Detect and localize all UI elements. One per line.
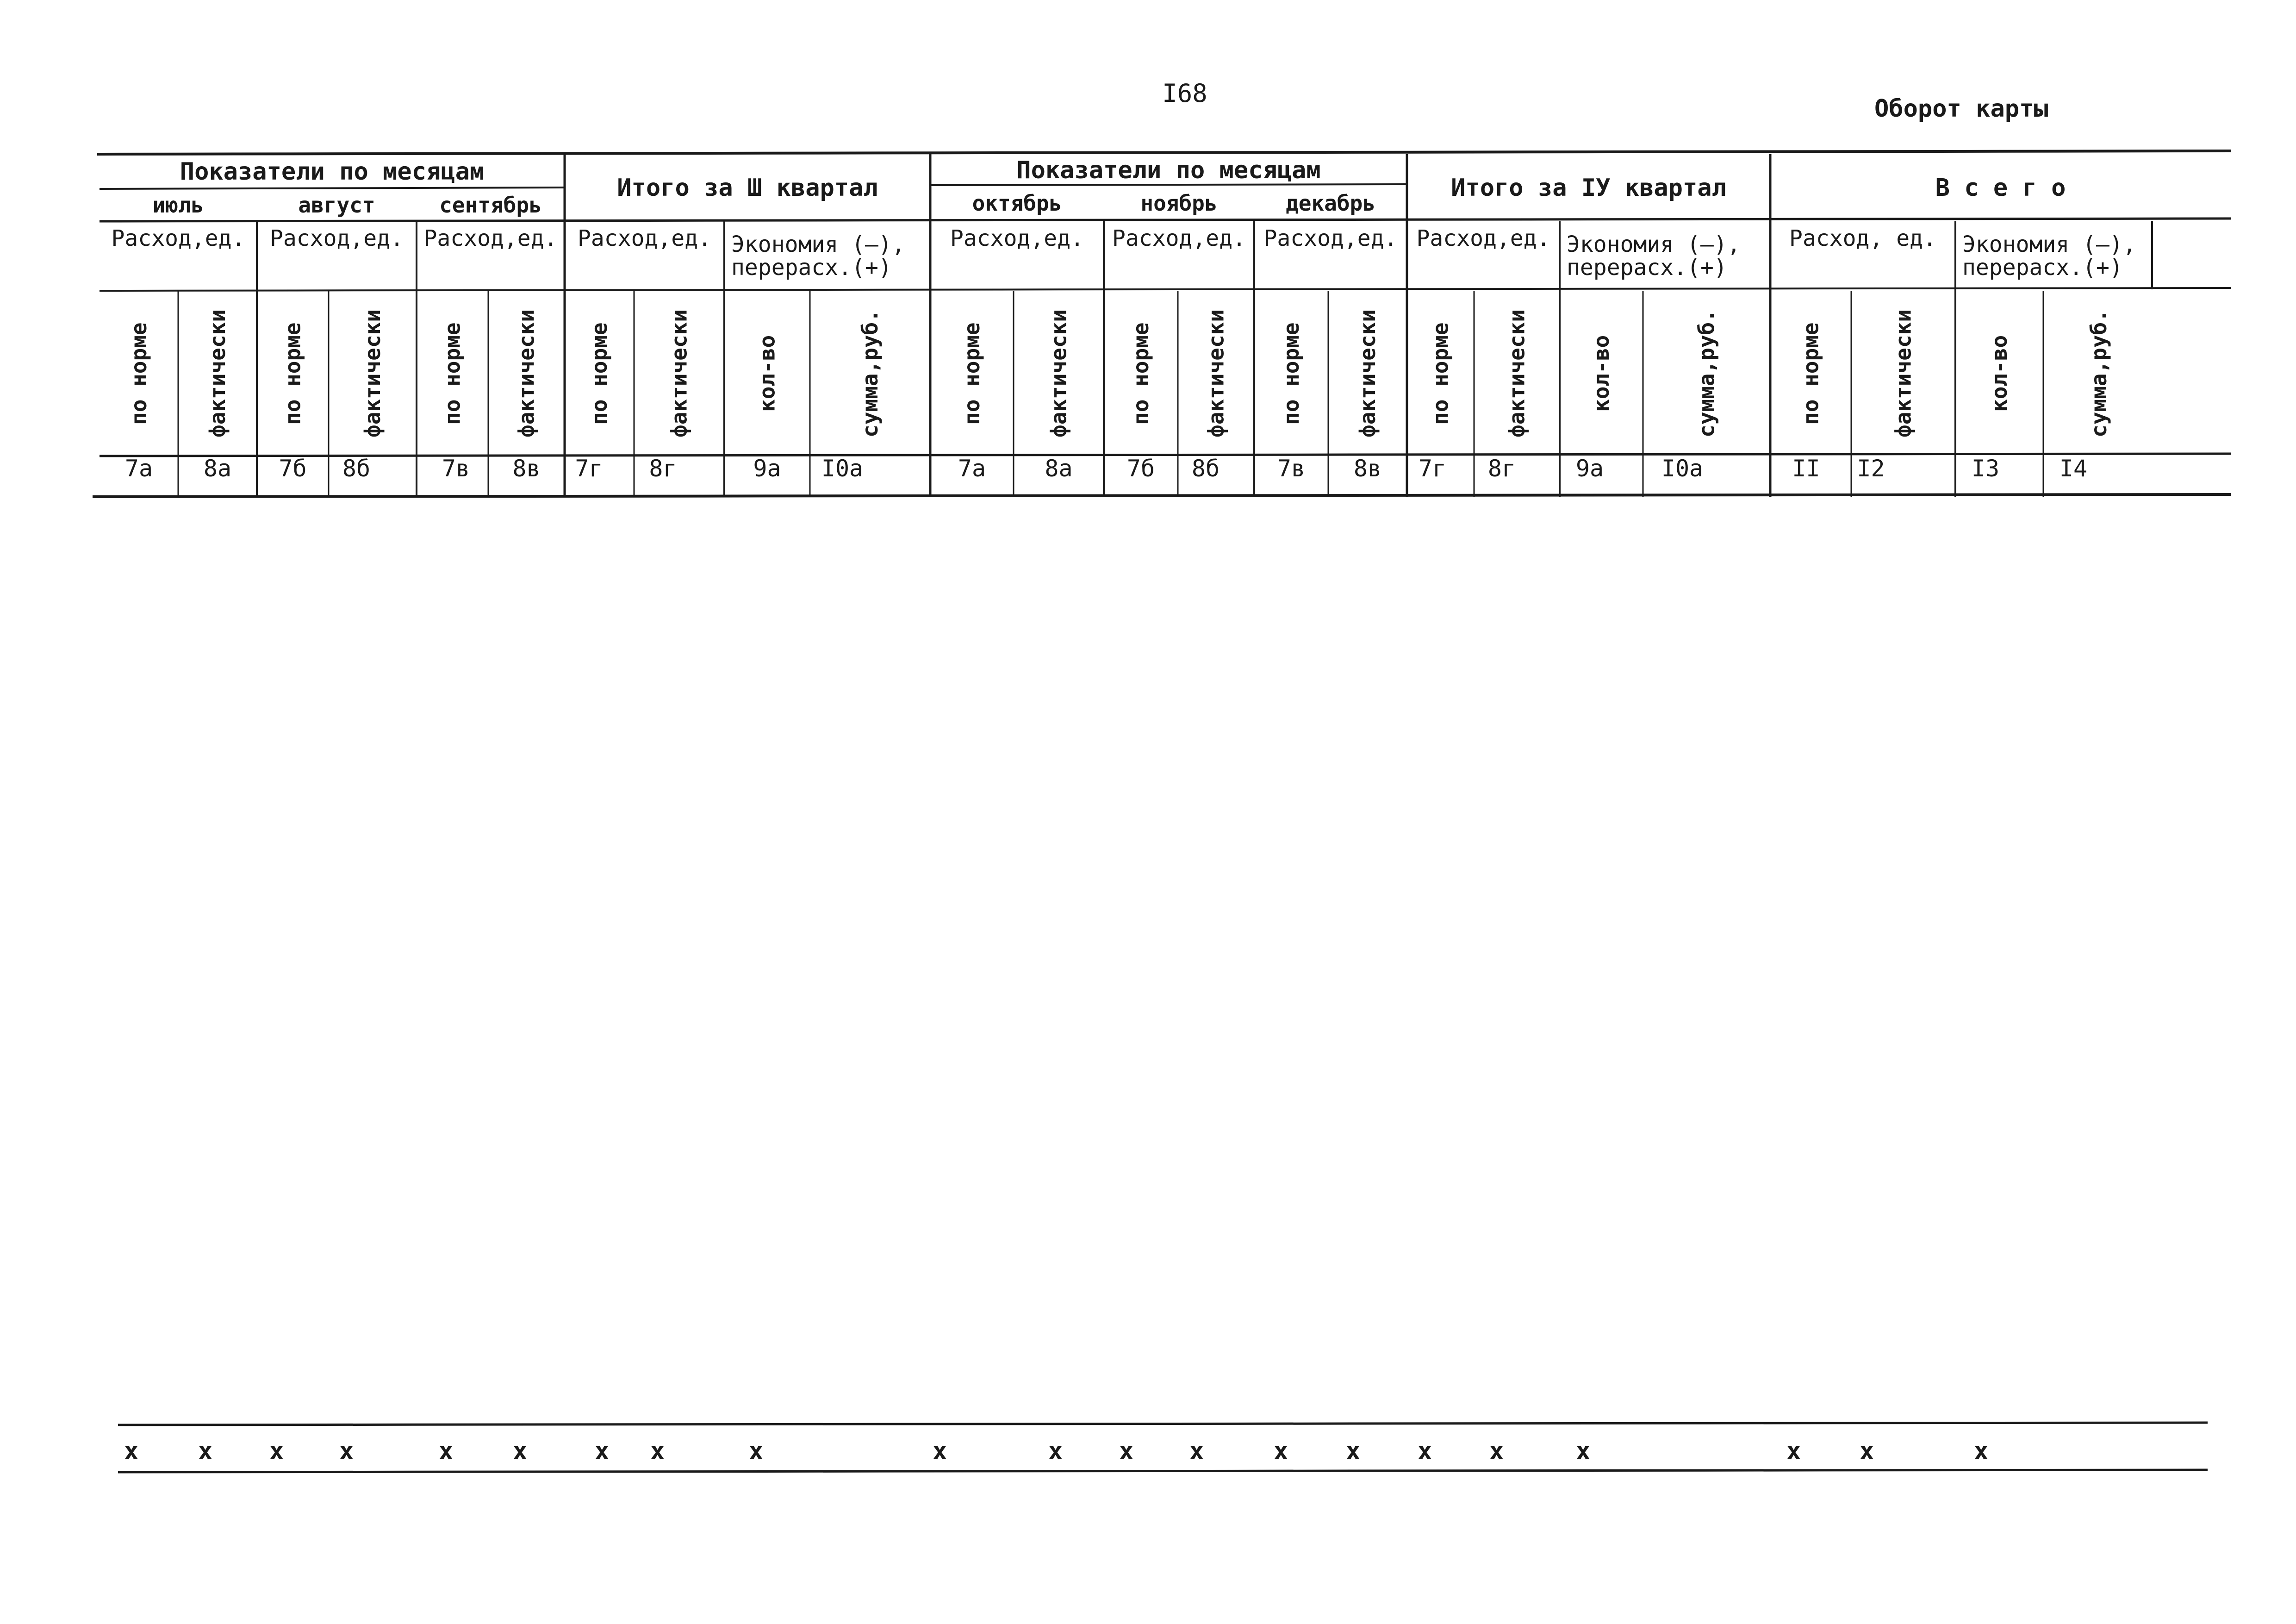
column-code: I2 [1857, 455, 1885, 482]
footer-mark: х [1274, 1437, 1288, 1465]
column-code: 7а [124, 455, 153, 482]
footer-mark: х [1119, 1437, 1134, 1465]
header-q4-total: Итого за IУ квартал [1451, 174, 1726, 202]
economy-line1: Экономия (–), [1567, 231, 1741, 257]
col-actual: фактически [1046, 309, 1071, 438]
month-november: ноябрь [1140, 190, 1218, 216]
footer-mark: х [1786, 1437, 1801, 1465]
footer-mark: х [650, 1437, 665, 1465]
col-norm: по норме [959, 322, 984, 425]
column-code: I3 [1971, 455, 2000, 482]
economy-line1: Экономия (–), [731, 231, 905, 257]
column-code: II [1792, 455, 1820, 482]
footer-mark: х [595, 1437, 610, 1465]
expense-header: Расход,ед. [1263, 225, 1398, 252]
economy-header [1560, 221, 1770, 291]
column-code: I4 [2059, 455, 2088, 482]
col-norm: по норме [440, 322, 465, 425]
column-code: 7в [1277, 455, 1306, 482]
column-code: 7в [442, 455, 470, 482]
economy-line2: перерасх.(+) [731, 255, 892, 281]
col-qty: кол-во [1986, 335, 2012, 412]
month-august: август [298, 192, 375, 218]
col-norm: по норме [1278, 322, 1304, 425]
col-actual: фактически [514, 309, 539, 438]
col-norm: по норме [1428, 322, 1453, 425]
column-code: I0а [1661, 455, 1704, 482]
column-code: I0а [821, 455, 864, 482]
month-october: октябрь [972, 190, 1062, 216]
column-code: 8а [1045, 455, 1073, 482]
footer-mark: х [1489, 1437, 1504, 1465]
economy-header [724, 221, 930, 291]
header-grand-total: В с е г о [1935, 174, 2066, 202]
expense-header: Расход,ед. [111, 225, 245, 252]
column-code: 7г [575, 455, 603, 482]
col-norm: по норме [280, 322, 305, 425]
column-code: 9а [753, 455, 781, 482]
month-july: июль [152, 192, 204, 218]
expense-header: Расход,ед. [950, 225, 1084, 252]
col-actual: фактически [1891, 309, 1916, 438]
running-head: Оборот карты [1874, 95, 2048, 123]
expense-header: Расход,ед. [270, 225, 404, 252]
header-q3-total: Итого за Ш квартал [617, 174, 878, 202]
economy-line2: перерасх.(+) [1567, 255, 1727, 281]
month-september: сентябрь [439, 192, 542, 218]
footer-mark: х [124, 1437, 139, 1465]
col-sum: сумма,руб. [1694, 309, 1719, 438]
footer-mark: х [439, 1437, 454, 1465]
column-code: 8г [649, 455, 677, 482]
col-actual: фактически [666, 309, 692, 438]
column-code: 7б [1126, 455, 1155, 482]
footer-mark: х [513, 1437, 528, 1465]
economy-line1: Экономия (–), [1962, 231, 2136, 257]
footer-mark: х [1189, 1437, 1204, 1465]
footer-mark: х [269, 1437, 284, 1465]
economy-header [1955, 221, 2152, 291]
column-code: 7б [279, 455, 307, 482]
page-number: I68 [1162, 79, 1207, 108]
col-sum: сумма,руб. [2086, 309, 2111, 438]
expense-header: Расход,ед. [423, 225, 558, 252]
column-code: 8а [203, 455, 232, 482]
footer-mark: х [1974, 1437, 1989, 1465]
footer-mark: х [1346, 1437, 1361, 1465]
col-actual: фактически [360, 309, 385, 438]
col-norm: по норме [1798, 322, 1823, 425]
column-code: 8в [1353, 455, 1382, 482]
footer-mark: х [933, 1437, 947, 1465]
col-norm: по норме [586, 322, 612, 425]
footer-mark: х [749, 1437, 764, 1465]
expense-header: Расход,ед. [578, 225, 711, 252]
column-code: 7а [958, 455, 986, 482]
col-norm: по норме [1128, 322, 1153, 425]
col-actual: фактически [205, 309, 230, 438]
header-months-q4: Показатели по месяцам [1016, 156, 1321, 184]
month-december: декабрь [1286, 190, 1375, 216]
column-code: 7г [1418, 455, 1447, 482]
column-code: 9а [1575, 455, 1604, 482]
expense-header: Расход,ед. [1416, 225, 1550, 252]
expense-header: Расход,ед. [1112, 225, 1246, 252]
footer-mark: х [1048, 1437, 1063, 1465]
footer-mark: х [1576, 1437, 1591, 1465]
expense-total-header: Расход, ед. [1789, 225, 1936, 252]
col-qty: кол-во [1588, 335, 1614, 412]
column-code: 8б [342, 455, 371, 482]
col-norm: по норме [126, 322, 151, 425]
col-actual: фактически [1203, 309, 1229, 438]
footer-mark: х [198, 1437, 213, 1465]
col-actual: фактически [1355, 309, 1380, 438]
footer-mark: х [1418, 1437, 1432, 1465]
footer-mark: х [1860, 1437, 1874, 1465]
col-actual: фактически [1504, 309, 1530, 438]
header-months-q3: Показатели по месяцам [180, 157, 485, 186]
col-qty: кол-во [754, 335, 780, 412]
footer-mark: х [339, 1437, 354, 1465]
column-code: 8б [1191, 455, 1220, 482]
column-code: 8г [1487, 455, 1516, 482]
economy-line2: перерасх.(+) [1962, 255, 2123, 281]
column-code: 8в [512, 455, 541, 482]
col-sum: сумма,руб. [857, 309, 883, 438]
